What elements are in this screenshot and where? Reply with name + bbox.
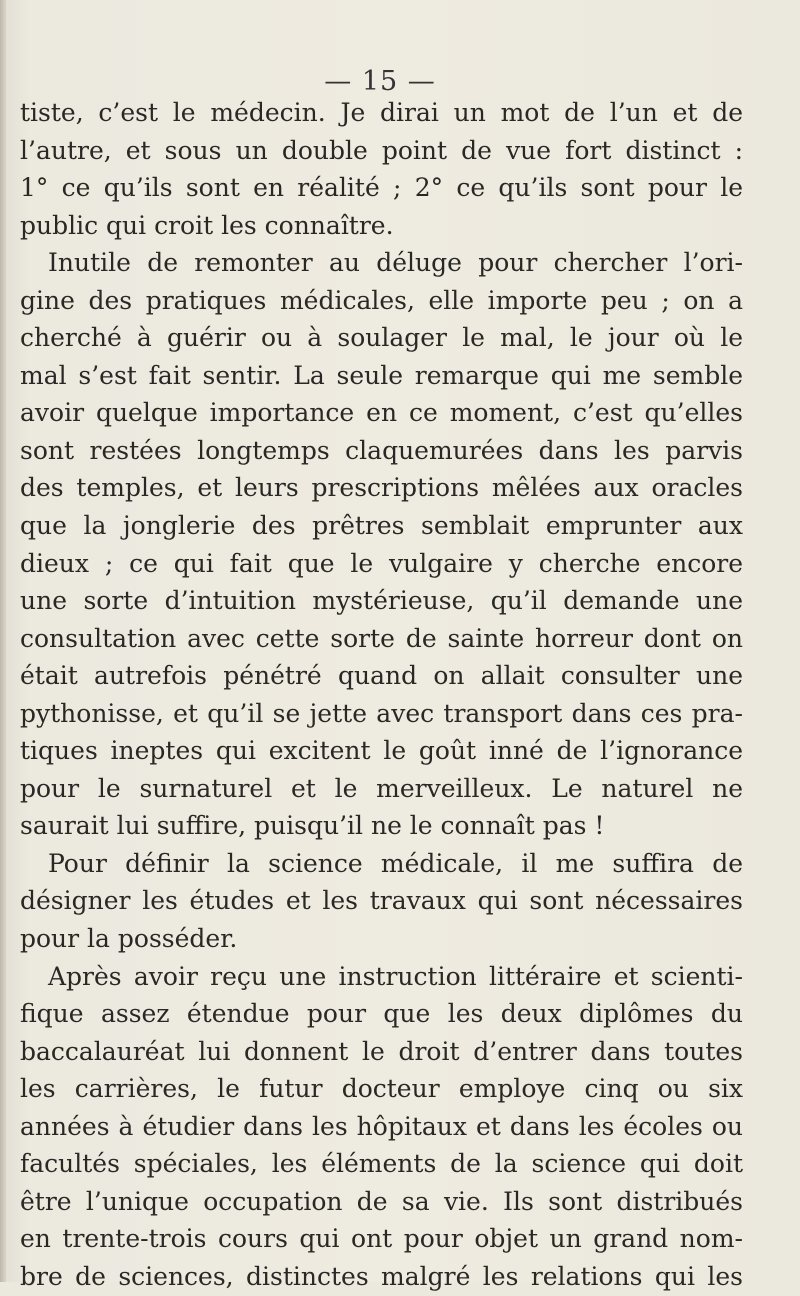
text-line: bre de sciences, distinctes malgré les relations qui les bbox=[20, 1261, 743, 1291]
text-line: consultation avec cette sorte de sainte horreur dont on bbox=[20, 623, 743, 653]
text-line: pythonisse, et qu’il se jette avec transport dans ces pra- bbox=[20, 698, 743, 728]
text-line: désigner les études et les travaux qui sont nécessaires bbox=[20, 886, 743, 916]
text-line: Après avoir reçu une instruction littéraire et scienti- bbox=[48, 961, 743, 991]
text-line: cherché à guérir ou à soulager le mal, le jour où le bbox=[20, 323, 743, 353]
text-line: en trente-trois cours qui ont pour objet un grand nom- bbox=[20, 1224, 743, 1254]
text-line: saurait lui suffire, puisqu’il ne le connaît pas ! bbox=[20, 811, 605, 841]
text-line: années à étudier dans les hôpitaux et dans les écoles ou bbox=[20, 1111, 743, 1141]
text-line: pour le surnaturel et le merveilleux. Le naturel ne bbox=[20, 773, 743, 803]
page-binding-edge bbox=[0, 0, 6, 1282]
text-line: tiques ineptes qui excitent le goût inné de l’ignorance bbox=[20, 736, 743, 766]
text-line: des temples, et leurs prescriptions mêlées aux oracles bbox=[20, 473, 743, 503]
text-line: facultés spéciales, les éléments de la science qui doit bbox=[20, 1149, 743, 1179]
text-line: être l’unique occupation de sa vie. Ils sont distribués bbox=[20, 1186, 743, 1216]
text-line: était autrefois pénétré quand on allait consulter une bbox=[20, 661, 743, 691]
text-line: dieux ; ce qui fait que le vulgaire y cherche encore bbox=[20, 548, 743, 578]
text-line: public qui croit les connaître. bbox=[20, 210, 394, 240]
page-number: — 15 — bbox=[324, 66, 436, 97]
text-line: baccalauréat lui donnent le droit d’entrer dans toutes bbox=[20, 1036, 743, 1066]
text-line: avoir quelque importance en ce moment, c’est qu’elles bbox=[20, 398, 743, 428]
text-line: mal s’est fait sentir. La seule remarque qui me semble bbox=[20, 360, 743, 390]
text-line: Inutile de remonter au déluge pour chercher l’ori- bbox=[48, 248, 743, 278]
text-line: que la jonglerie des prêtres semblait emprunter aux bbox=[20, 511, 743, 541]
text-line: sont restées longtemps claquemurées dans les parvis bbox=[20, 435, 743, 465]
text-line: Pour définir la science médicale, il me suffira de bbox=[48, 848, 743, 878]
body-text bbox=[20, 94, 743, 1296]
text-line: pour la posséder. bbox=[20, 924, 238, 954]
text-line: gine des pratiques médicales, elle importe peu ; on a bbox=[20, 285, 743, 315]
text-line: les carrières, le futur docteur employe cinq ou six bbox=[20, 1074, 743, 1104]
text-line: une sorte d’intuition mystérieuse, qu’il demande une bbox=[20, 586, 743, 616]
text-line: l’autre, et sous un double point de vue fort distinct : bbox=[20, 135, 743, 165]
text-line: tiste, c’est le médecin. Je dirai un mot de l’un et de bbox=[20, 98, 743, 127]
text-line: 1° ce qu’ils sont en réalité ; 2° ce qu’ils sont pour le bbox=[20, 173, 743, 203]
text-line: fique assez étendue pour que les deux diplômes du bbox=[20, 999, 743, 1029]
